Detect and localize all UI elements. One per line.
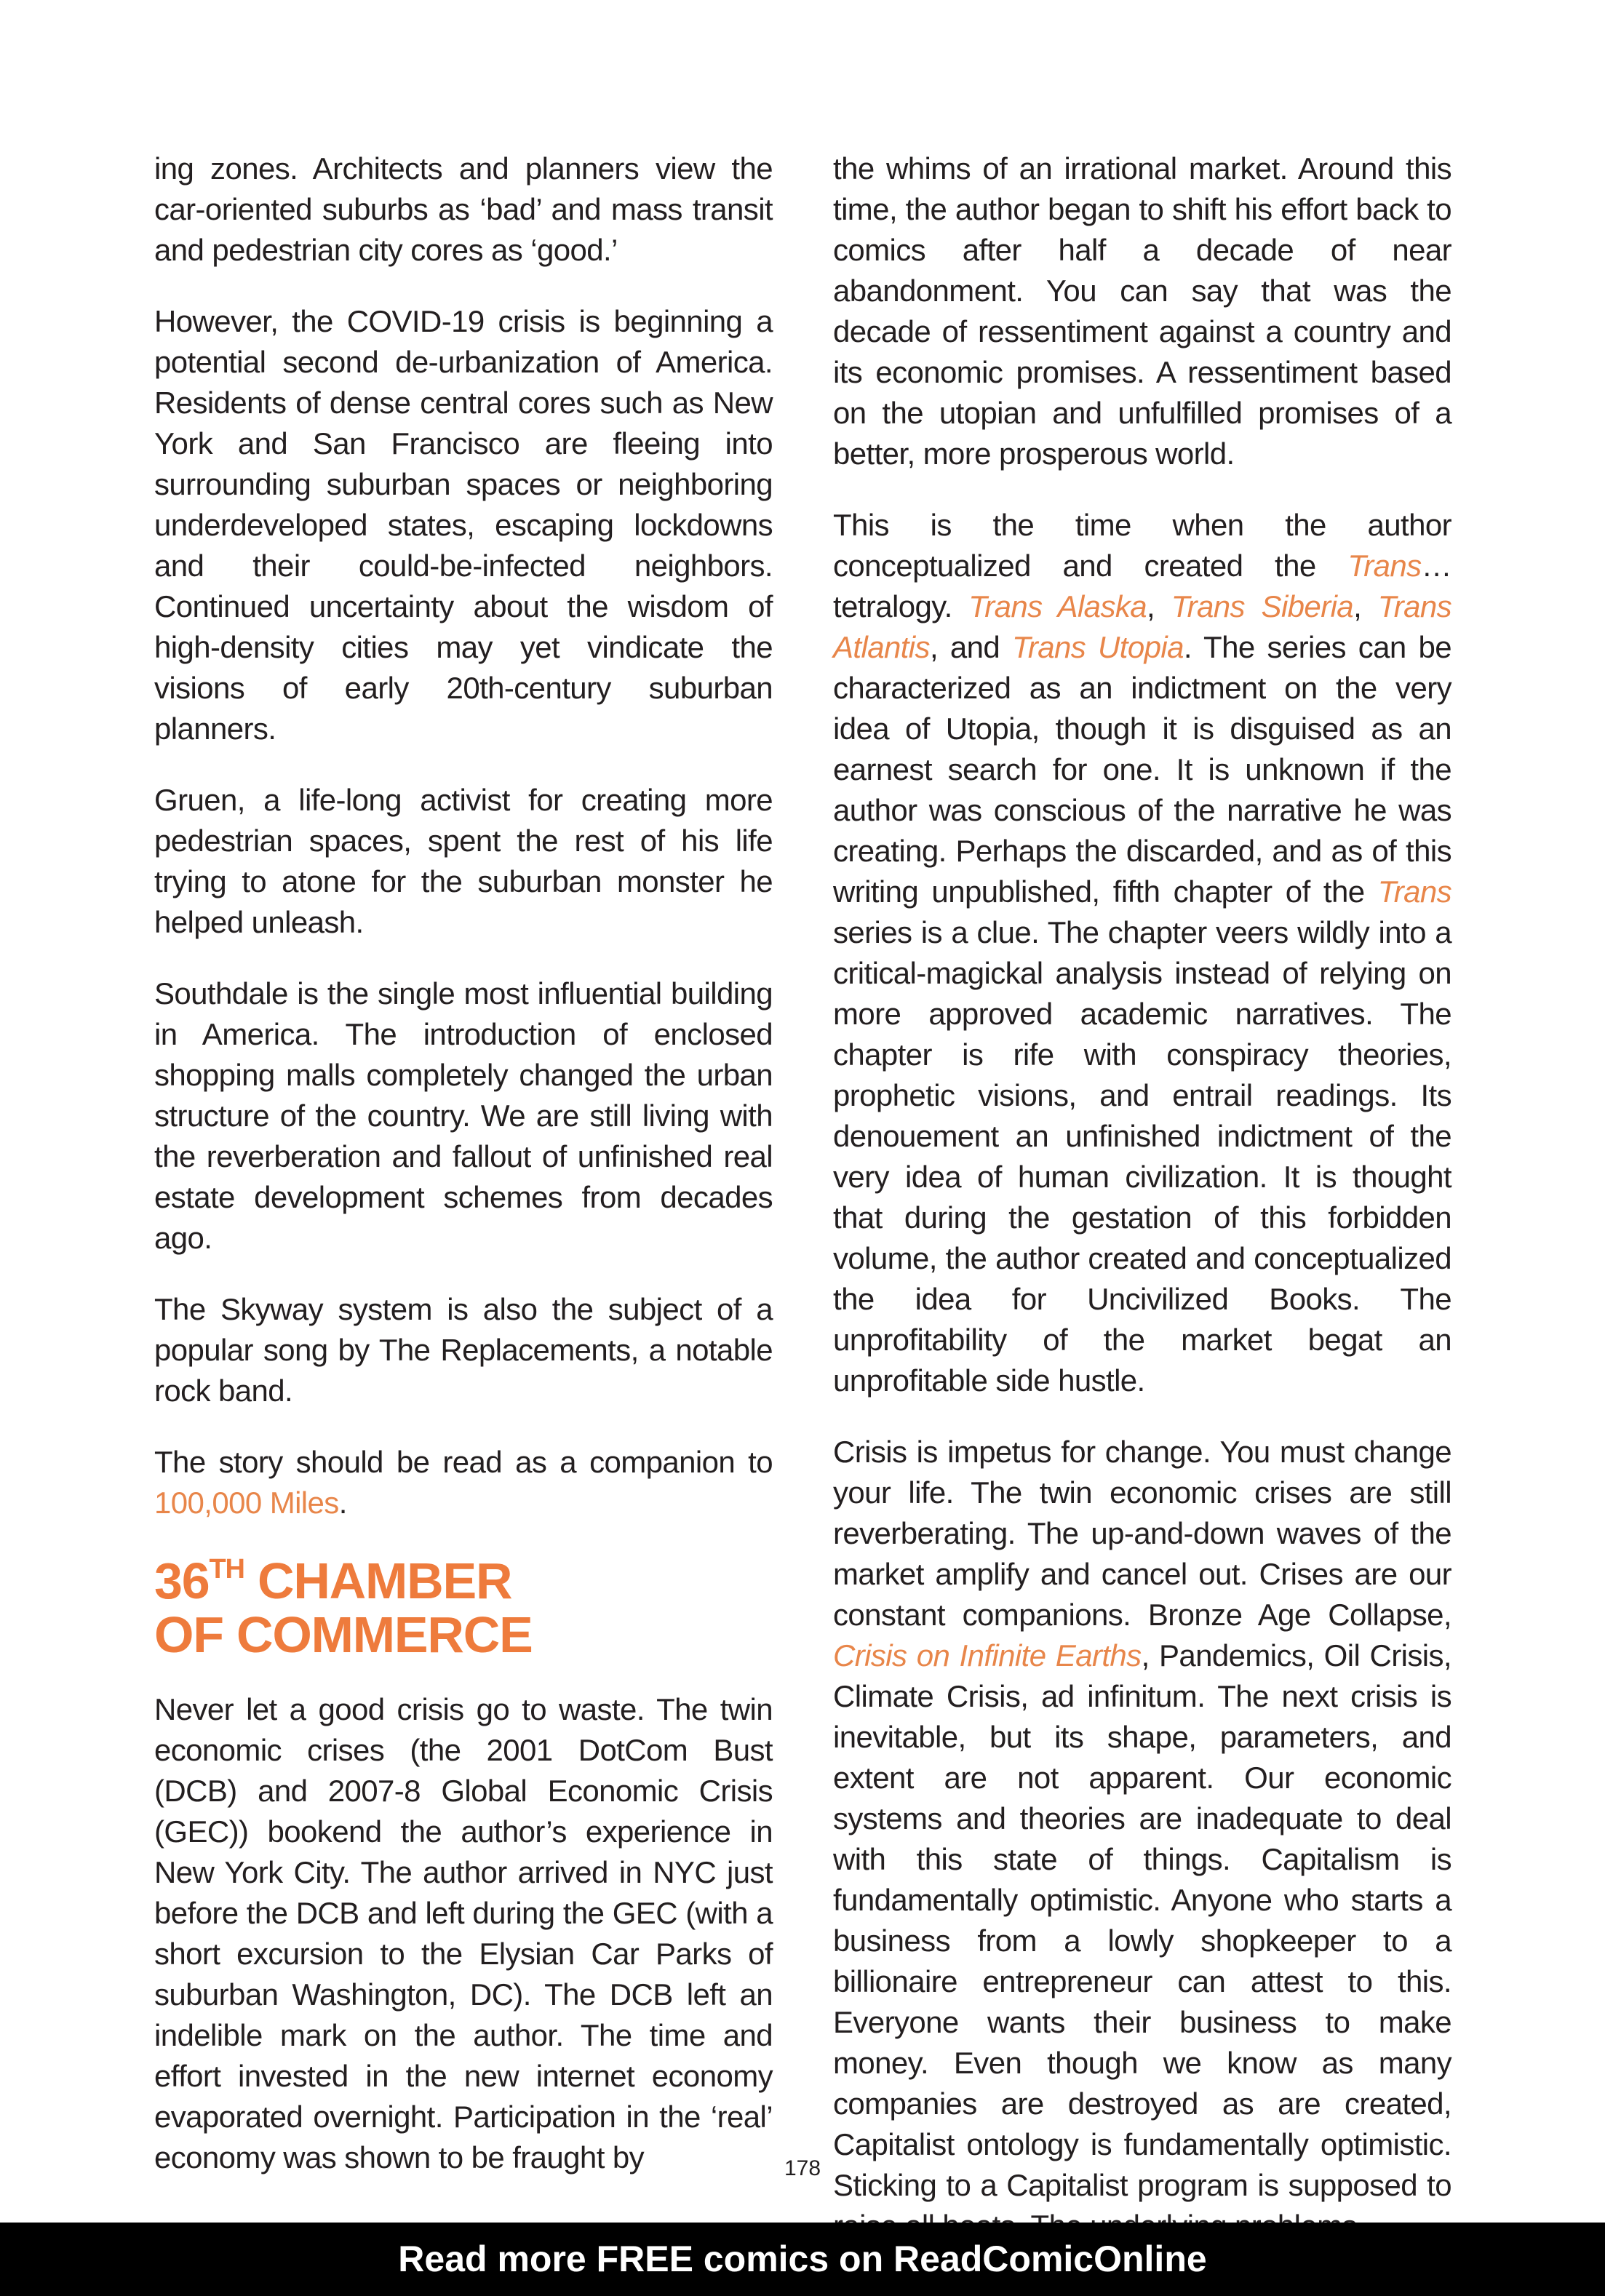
heading-line2: OF COMMERCE: [154, 1606, 533, 1663]
text: ,: [1353, 589, 1378, 623]
title-trans: Trans: [1377, 874, 1451, 909]
paragraph: However, the COVID-19 crisis is beginning a potential second de-urbanization of America. Residents of dense central cores such as New York and San Francisco are fleeing into surrounding suburban spaces or neighboring underdeveloped states, escaping lockdowns and their could-be-infected neighbors. Continued uncertainty about the wisdom of high-density cities may yet vindicate the visions of early 20th-century suburban planners.: [154, 304, 773, 746]
paragraph: ing zones. Architects and planners view the car-oriented suburbs as ‘bad’ and mass transit and pedestrian city cores as ‘good.’: [154, 151, 773, 267]
text: , and: [929, 630, 1012, 664]
right-column: [833, 148, 1451, 2247]
title-trans: Trans: [1347, 549, 1422, 583]
heading-number: 36: [154, 1552, 210, 1609]
paragraph: [833, 505, 1451, 1401]
paragraph: [154, 1442, 773, 1523]
text: ,: [1147, 589, 1171, 623]
paragraph: The Skyway system is also the subject of a popular song by The Replacements, a notable rock band.: [154, 1292, 773, 1408]
text: … tetralogy.: [833, 549, 1451, 623]
text: .: [338, 1486, 347, 1520]
paragraph: Gruen, a life-long activist for creating more pedestrian spaces, spent the rest of his life trying to atone for the suburban monster he helped unleash.: [154, 783, 773, 939]
heading-line1: CHAMBER: [244, 1552, 512, 1609]
left-column: [154, 148, 773, 2178]
text: This is the time when the author conceptualized and created the: [833, 508, 1451, 583]
promo-banner[interactable]: Read more FREE comics on ReadComicOnline: [0, 2223, 1605, 2296]
title-trans-atlantis: Trans Atlantis: [833, 589, 1452, 664]
heading-superscript: TH: [209, 1554, 244, 1585]
text: Crisis is impetus for change. You must change your life. The twin economic crises are still reverberating. The up-and-down waves of the market amplify and cancel out. Crises are our constant companions. Bronze Age Collapse,: [833, 1435, 1451, 1632]
title-trans-siberia: Trans Siberia: [1171, 589, 1354, 623]
paragraph: Southdale is the single most influential building in America. The introduction of enclosed shopping malls completely changed the urban structure of the country. We are still living with the reverberation and fallout of unfinished real estate development schemes from decades ago.: [154, 976, 773, 1255]
paragraph: the whims of an irrational market. Around this time, the author began to shift his effort back to comics after half a decade of near abandonment. You can say that was the decade of ressentiment against a country and its economic promises. A ressentiment based on the utopian and unfulfilled promises of a better, more prosperous world.: [833, 151, 1451, 471]
text: , Pandemics, Oil Crisis, Climate Crisis, ad infinitum. The next crisis is inevitable, but its shape, parameters, and extent are not apparent. Our economic systems and theories are inadequate to deal with this state of things. Capitalism is fundamentally optimistic. Anyone who starts a business from a lowly shopkeeper to a billionaire entrepreneur can attest to this. Everyone wants their business to make money. Even though we know as many companies are destroyed as are created, Capitalist ontology is fundamentally optimistic. Sticking to a Capitalist program is supposed to: [833, 1638, 1451, 2202]
text: The story should be read as a companion to: [154, 1445, 773, 1479]
section-heading: [154, 1554, 773, 1662]
title-trans-utopia: Trans Utopia: [1011, 630, 1184, 664]
paragraph: Never let a good crisis go to waste. The twin economic crises (the 2001 DotCom Bust (DCB) and 2007-8 Global Economic Crisis (GEC)) bookend the author’s experience in New York City. The author arrived in NYC just before the DCB and left during the GEC (with a short excursion to the Elysian Car Parks of suburban Washington, DC). The DCB left an indelible mark on the author. The time and effort invested in the new internet economy evaporated overnight. Participation in the ‘real’ economy was shown to be fraught by: [154, 1692, 773, 2175]
paragraph: [833, 1432, 1451, 2247]
link-100000-miles[interactable]: 100,000 Miles: [154, 1486, 339, 1520]
title-trans-alaska: Trans Alaska: [968, 589, 1147, 623]
text: . The series can be characterized as an indictment on the very idea of Utopia, though it is disguised as an earnest search for one. It is unknown if the author was conscious of the narrative he was creating. Perhaps the discarded, and as of this writing unpublished, fifth chapter of the: [833, 630, 1451, 909]
title-crisis-on-infinite-earths: Crisis on Infinite Earths: [833, 1638, 1142, 1673]
text: series is a clue. The chapter veers wildly into a critical-magickal analysis instead of relying on more approved academic narratives. The chapter is rife with conspiracy theories, prophetic visions, and entrail readings. Its denouement an unfinished indictment of the very idea of human civilization. It is thought that during the gestation of this forbidden volume, the author created and conceptualized the idea for Uncivilized Books. The unprofitability of the market begat an unprofitable side hustle.: [833, 915, 1451, 1398]
page-number: 178: [784, 2156, 821, 2180]
